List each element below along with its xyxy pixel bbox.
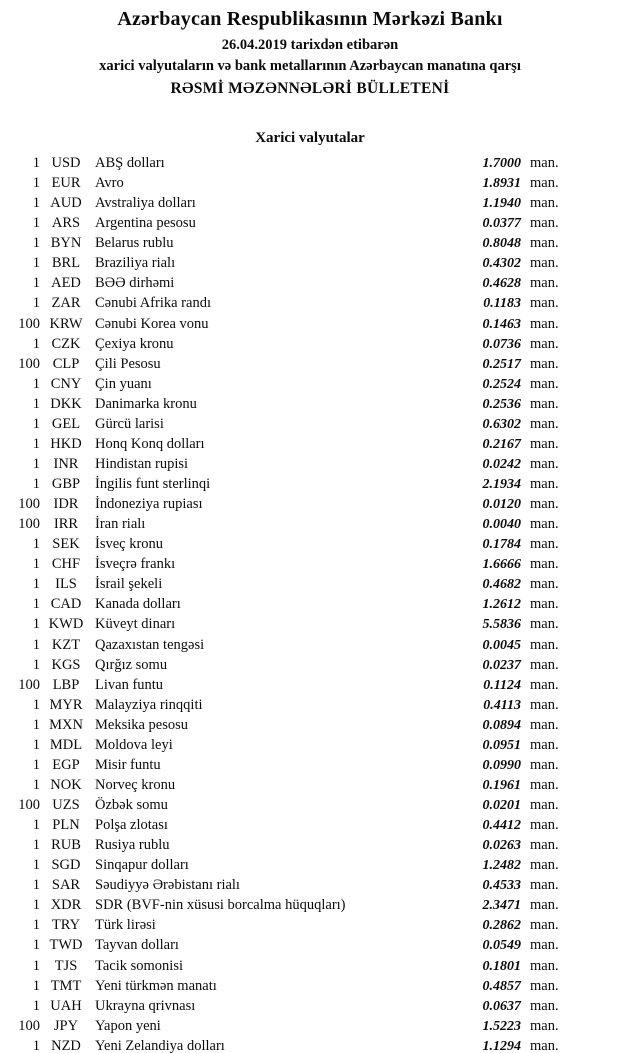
currency-row	[0, 655, 620, 675]
currency-quantity: 1	[32, 1037, 40, 1053]
currency-code: BRL	[51, 255, 81, 272]
currency-code: CZK	[51, 335, 81, 352]
currency-rate: 0.4682	[482, 577, 521, 593]
currency-code: KZT	[51, 636, 81, 653]
currency-row	[0, 253, 620, 273]
currency-name: Yeni türkmən manatı	[95, 977, 217, 994]
currency-quantity: 1	[32, 375, 40, 392]
currency-name: İndoneziya rupiası	[95, 496, 203, 513]
currency-row	[0, 213, 620, 233]
currency-name: Yapon yeni	[95, 1017, 161, 1034]
currency-rate: 0.1463	[482, 316, 521, 332]
currency-row	[0, 474, 620, 494]
currency-name: Tayvan dolları	[95, 937, 179, 954]
currency-code: KRW	[49, 315, 83, 332]
currency-name: Tacik somonisi	[95, 957, 183, 974]
currency-name: Ukrayna qrivnası	[95, 997, 196, 1014]
currency-row	[0, 895, 620, 915]
currency-row	[0, 875, 620, 895]
currency-rate: 0.0894	[482, 717, 521, 733]
currency-name: Misir funtu	[95, 756, 161, 773]
currency-rate: 0.4412	[482, 818, 521, 834]
currency-quantity: 100	[18, 676, 40, 693]
currency-row	[0, 153, 620, 173]
currency-name: Hindistan rupisi	[95, 455, 189, 472]
currency-code: RUB	[51, 837, 81, 854]
currency-quantity: 1	[32, 415, 40, 432]
currency-rate: 0.4628	[482, 276, 521, 292]
currency-quantity: 1	[32, 877, 40, 894]
currency-rate: 0.1124	[483, 677, 521, 693]
currency-unit: man.	[530, 255, 559, 272]
currency-code: EGP	[52, 756, 80, 773]
currency-unit: man.	[530, 175, 559, 192]
currency-unit: man.	[530, 215, 559, 232]
currency-name: BƏƏ dirhəmi	[95, 275, 175, 292]
currency-code: GEL	[51, 415, 81, 432]
currency-unit: man.	[530, 656, 559, 673]
currency-row	[0, 574, 620, 594]
currency-quantity: 1	[32, 435, 40, 452]
currency-rate: 1.7000	[482, 156, 521, 171]
currency-unit: man.	[530, 616, 559, 633]
currency-quantity: 1	[32, 616, 40, 633]
currency-name: Honq Konq dolları	[95, 435, 205, 452]
bank-title: Azərbaycan Respublikasının Mərkəzi Bankı	[117, 8, 503, 30]
currency-code: CAD	[50, 596, 82, 613]
currency-unit: man.	[530, 295, 559, 312]
currency-name: Səudiyyə Ərəbistanı rialı	[95, 877, 240, 894]
currency-name: Moldova leyi	[95, 736, 173, 753]
currency-row	[0, 835, 620, 855]
currency-rate: 5.5836	[482, 617, 521, 633]
currency-row	[0, 695, 620, 715]
currency-row	[0, 815, 620, 835]
currency-name: ABŞ dolları	[95, 155, 165, 171]
currency-name: İran rialı	[95, 516, 146, 533]
currency-code: USD	[51, 155, 81, 171]
currency-rate: 0.0637	[482, 998, 521, 1014]
currency-row	[0, 935, 620, 955]
currency-code: CNY	[50, 375, 82, 392]
currency-code: ZAR	[51, 295, 81, 312]
currency-row	[0, 675, 620, 695]
currency-row	[0, 334, 620, 354]
currency-code: CHF	[51, 556, 81, 573]
effective-date-line: 26.04.2019 tarixdən etibarən	[221, 37, 399, 53]
currency-name: Avro	[95, 175, 124, 192]
currency-name: Çexiya kronu	[95, 335, 174, 352]
currency-row	[0, 394, 620, 414]
currency-row	[0, 554, 620, 574]
currency-quantity: 1	[32, 215, 40, 232]
currency-row	[0, 915, 620, 935]
currency-code: PLN	[52, 817, 80, 834]
currency-unit: man.	[530, 335, 559, 352]
currency-code: GBP	[51, 476, 81, 492]
currency-code: DKK	[50, 395, 82, 412]
currency-unit: man.	[530, 516, 559, 533]
currency-rate: 0.2517	[482, 356, 521, 372]
currency-row	[0, 795, 620, 815]
currency-unit: man.	[530, 937, 559, 954]
currency-row	[0, 374, 620, 394]
currency-unit: man.	[530, 576, 559, 593]
currency-name: Qırğız somu	[95, 656, 168, 673]
currency-name: Danimarka kronu	[95, 395, 197, 412]
currency-code: ILS	[55, 576, 77, 593]
currency-table	[0, 153, 620, 1053]
currency-name: Yeni Zelandiya dolları	[95, 1037, 225, 1053]
section-title-foreign-currencies: Xarici valyutalar	[255, 130, 365, 146]
currency-row	[0, 173, 620, 193]
currency-code: TRY	[51, 917, 81, 934]
bulletin-header	[0, 0, 620, 98]
currency-name: Kanada dolları	[95, 596, 181, 613]
currency-row	[0, 735, 620, 755]
currency-code: AED	[51, 275, 81, 292]
currency-rate: 0.2524	[482, 376, 521, 392]
currency-unit: man.	[530, 556, 559, 573]
currency-code: MDL	[49, 736, 83, 753]
currency-row	[0, 996, 620, 1016]
currency-code: MXN	[49, 716, 83, 733]
currency-unit: man.	[530, 395, 559, 412]
currency-rate: 0.4533	[482, 878, 521, 894]
currency-quantity: 1	[32, 817, 40, 834]
currency-code: KGS	[51, 656, 81, 673]
currency-unit: man.	[530, 776, 559, 793]
currency-rate: 0.1183	[483, 296, 521, 312]
currency-unit: man.	[530, 716, 559, 733]
currency-code: SAR	[51, 877, 81, 894]
currency-unit: man.	[530, 957, 559, 974]
currency-unit: man.	[530, 676, 559, 693]
currency-quantity: 1	[32, 395, 40, 412]
currency-row	[0, 715, 620, 735]
currency-quantity: 1	[32, 335, 40, 352]
currency-unit: man.	[530, 415, 559, 432]
currency-code: UAH	[50, 997, 82, 1014]
currency-name: Argentina pesosu	[95, 215, 196, 232]
currency-rate: 0.0237	[482, 657, 521, 673]
currency-row	[0, 534, 620, 554]
currency-rate: 1.1294	[482, 1038, 521, 1053]
currency-quantity: 100	[18, 516, 40, 533]
currency-unit: man.	[530, 355, 559, 372]
currency-rate: 1.2612	[482, 597, 521, 613]
currency-unit: man.	[530, 877, 559, 894]
currency-row	[0, 1016, 620, 1036]
currency-quantity: 1	[32, 636, 40, 653]
currency-code: AUD	[50, 195, 82, 212]
currency-unit: man.	[530, 797, 559, 813]
currency-quantity: 1	[32, 837, 40, 854]
currency-unit: man.	[530, 275, 559, 292]
currency-row	[0, 976, 620, 996]
currency-name: Avstraliya dolları	[95, 195, 196, 212]
currency-code: SEK	[52, 536, 80, 553]
currency-rate: 0.6302	[482, 416, 521, 432]
currency-row	[0, 855, 620, 875]
currency-rate: 0.0736	[482, 336, 521, 352]
currency-rate: 0.1801	[482, 958, 521, 974]
currency-row	[0, 233, 620, 253]
currency-rate: 0.8048	[482, 236, 521, 252]
currency-rate: 0.4857	[482, 978, 521, 994]
currency-row	[0, 1036, 620, 1053]
currency-name: Cənubi Afrika randı	[95, 295, 211, 312]
currency-name: Cənubi Korea vonu	[95, 315, 209, 332]
currency-code: UZS	[52, 797, 80, 813]
currency-unit: man.	[530, 897, 559, 914]
currency-unit: man.	[530, 315, 559, 332]
currency-quantity: 1	[32, 275, 40, 292]
currency-row	[0, 956, 620, 976]
currency-rate: 1.8931	[482, 176, 521, 192]
currency-unit: man.	[530, 195, 559, 212]
currency-code: INR	[53, 455, 79, 472]
currency-rate: 1.5223	[482, 1018, 521, 1034]
currency-row	[0, 273, 620, 293]
currency-quantity: 100	[18, 1017, 40, 1034]
currency-quantity: 1	[32, 175, 40, 192]
currency-row	[0, 775, 620, 795]
currency-rate: 2.3471	[482, 898, 521, 914]
currency-rate: 0.1784	[482, 537, 521, 553]
currency-row	[0, 193, 620, 213]
currency-row	[0, 594, 620, 614]
currency-quantity: 1	[32, 857, 40, 874]
currency-name: Norveç kronu	[95, 776, 176, 793]
currency-rate: 0.0377	[482, 216, 521, 232]
currency-quantity: 1	[32, 295, 40, 312]
currency-row	[0, 293, 620, 313]
currency-rate: 0.4113	[483, 697, 521, 713]
currency-unit: man.	[530, 496, 559, 513]
currency-name: Çin yuanı	[95, 375, 152, 392]
currency-unit: man.	[530, 476, 559, 492]
currency-quantity: 1	[32, 997, 40, 1014]
currency-code: ARS	[51, 215, 81, 232]
currency-code: NOK	[50, 776, 82, 793]
currency-quantity: 1	[32, 756, 40, 773]
currency-quantity: 1	[32, 195, 40, 212]
currency-rate: 0.0951	[482, 737, 521, 753]
currency-rate: 0.2536	[482, 396, 521, 412]
currency-code: JPY	[53, 1017, 79, 1034]
currency-row	[0, 454, 620, 474]
currency-unit: man.	[530, 375, 559, 392]
currency-unit: man.	[530, 435, 559, 452]
currency-quantity: 1	[32, 476, 40, 492]
currency-name: İngilis funt sterlinqi	[95, 476, 211, 492]
currency-unit: man.	[530, 756, 559, 773]
currency-name: Rusiya rublu	[95, 837, 170, 854]
currency-code: CLP	[52, 355, 80, 372]
currency-row	[0, 635, 620, 655]
currency-quantity: 1	[32, 455, 40, 472]
currency-quantity: 100	[18, 355, 40, 372]
currency-quantity: 1	[32, 656, 40, 673]
currency-name: Belarus rublu	[95, 235, 174, 252]
currency-code: XDR	[50, 897, 82, 914]
currency-name: Gürcü larisi	[95, 415, 164, 432]
currency-unit: man.	[530, 636, 559, 653]
currency-unit: man.	[530, 917, 559, 934]
currency-code: TWD	[49, 937, 83, 954]
bulletin-title: RƏSMİ MƏZƏNNƏLƏRİ BÜLLETENİ	[170, 80, 450, 97]
currency-unit: man.	[530, 1037, 559, 1053]
currency-unit: man.	[530, 997, 559, 1014]
currency-row	[0, 514, 620, 534]
currency-unit: man.	[530, 455, 559, 472]
currency-rate: 0.0549	[482, 938, 521, 954]
currency-row	[0, 414, 620, 434]
currency-name: Qazaxıstan tengəsi	[95, 636, 205, 653]
currency-rate: 1.1940	[482, 196, 521, 212]
currency-rate: 0.0990	[482, 757, 521, 773]
currency-unit: man.	[530, 977, 559, 994]
currency-rate: 0.2167	[482, 436, 521, 452]
currency-name: İsveç kronu	[95, 536, 164, 553]
currency-name: İsrail şekeli	[95, 576, 163, 593]
currency-name: Sinqapur dolları	[95, 857, 189, 874]
currency-quantity: 1	[32, 235, 40, 252]
currency-code: IDR	[53, 496, 79, 513]
currency-row	[0, 314, 620, 334]
currency-unit: man.	[530, 696, 559, 713]
currency-quantity: 1	[32, 977, 40, 994]
currency-rate: 0.0120	[482, 497, 521, 513]
currency-code: EUR	[51, 175, 81, 192]
currency-quantity: 1	[32, 696, 40, 713]
currency-unit: man.	[530, 596, 559, 613]
currency-unit: man.	[530, 736, 559, 753]
currency-unit: man.	[530, 155, 559, 171]
bulletin-subtitle: xarici valyutaların və bank metallarının Azərbaycan manatına qarşı	[99, 58, 521, 74]
currency-code: HKD	[50, 435, 82, 452]
currency-name: Çili Pesosu	[95, 355, 161, 372]
currency-code: BYN	[50, 235, 82, 252]
currency-code: TJS	[54, 957, 78, 974]
currency-code: IRR	[53, 516, 79, 533]
currency-quantity: 1	[32, 736, 40, 753]
currency-quantity: 1	[32, 716, 40, 733]
currency-quantity: 100	[18, 797, 40, 813]
currency-unit: man.	[530, 857, 559, 874]
currency-quantity: 1	[32, 155, 40, 171]
currency-rate: 2.1934	[482, 477, 521, 492]
currency-rate: 0.0263	[482, 838, 521, 854]
currency-row	[0, 755, 620, 775]
currency-name: Livan funtu	[95, 676, 164, 693]
currency-quantity: 100	[18, 315, 40, 332]
currency-quantity: 1	[32, 536, 40, 553]
currency-quantity: 1	[32, 255, 40, 272]
currency-quantity: 1	[32, 937, 40, 954]
currency-unit: man.	[530, 536, 559, 553]
currency-code: SGD	[51, 857, 81, 874]
currency-quantity: 1	[32, 897, 40, 914]
currency-name: Türk lirəsi	[95, 917, 156, 934]
currency-name: SDR (BVF-nin xüsusi borcalma hüquqları)	[95, 897, 346, 914]
currency-rate: 0.2862	[482, 918, 521, 934]
currency-name: Özbək somu	[95, 797, 168, 813]
currency-quantity: 1	[32, 776, 40, 793]
currency-rate: 0.0201	[482, 798, 521, 813]
currency-quantity: 1	[32, 917, 40, 934]
currency-code: KWD	[48, 616, 84, 633]
currency-unit: man.	[530, 235, 559, 252]
currency-quantity: 100	[18, 496, 40, 513]
currency-name: Polşa zlotası	[95, 817, 168, 834]
currency-rate: 0.0242	[482, 456, 521, 472]
currency-unit: man.	[530, 1017, 559, 1034]
currency-name: Malayziya rinqqiti	[95, 696, 203, 713]
currency-quantity: 1	[32, 576, 40, 593]
currency-row	[0, 494, 620, 514]
currency-name: Meksika pesosu	[95, 716, 189, 733]
currency-row	[0, 434, 620, 454]
currency-rate: 0.0040	[482, 517, 521, 533]
currency-unit: man.	[530, 817, 559, 834]
currency-code: TMT	[50, 977, 82, 994]
currency-row	[0, 614, 620, 634]
currency-rate: 1.6666	[482, 557, 521, 573]
currency-quantity: 1	[32, 556, 40, 573]
currency-rate: 0.0045	[482, 637, 521, 653]
currency-rate: 1.2482	[482, 858, 521, 874]
currency-code: LBP	[52, 676, 80, 693]
currency-unit: man.	[530, 837, 559, 854]
currency-code: MYR	[49, 696, 83, 713]
currency-quantity: 1	[32, 596, 40, 613]
currency-name: İsveçrə frankı	[95, 556, 176, 573]
currency-row	[0, 354, 620, 374]
currency-quantity: 1	[32, 957, 40, 974]
currency-code: NZD	[51, 1037, 81, 1053]
currency-rate: 0.4302	[482, 256, 521, 272]
currency-rate: 0.1961	[482, 777, 521, 793]
currency-name: Küveyt dinarı	[95, 616, 176, 633]
currency-name: Braziliya rialı	[95, 255, 176, 272]
